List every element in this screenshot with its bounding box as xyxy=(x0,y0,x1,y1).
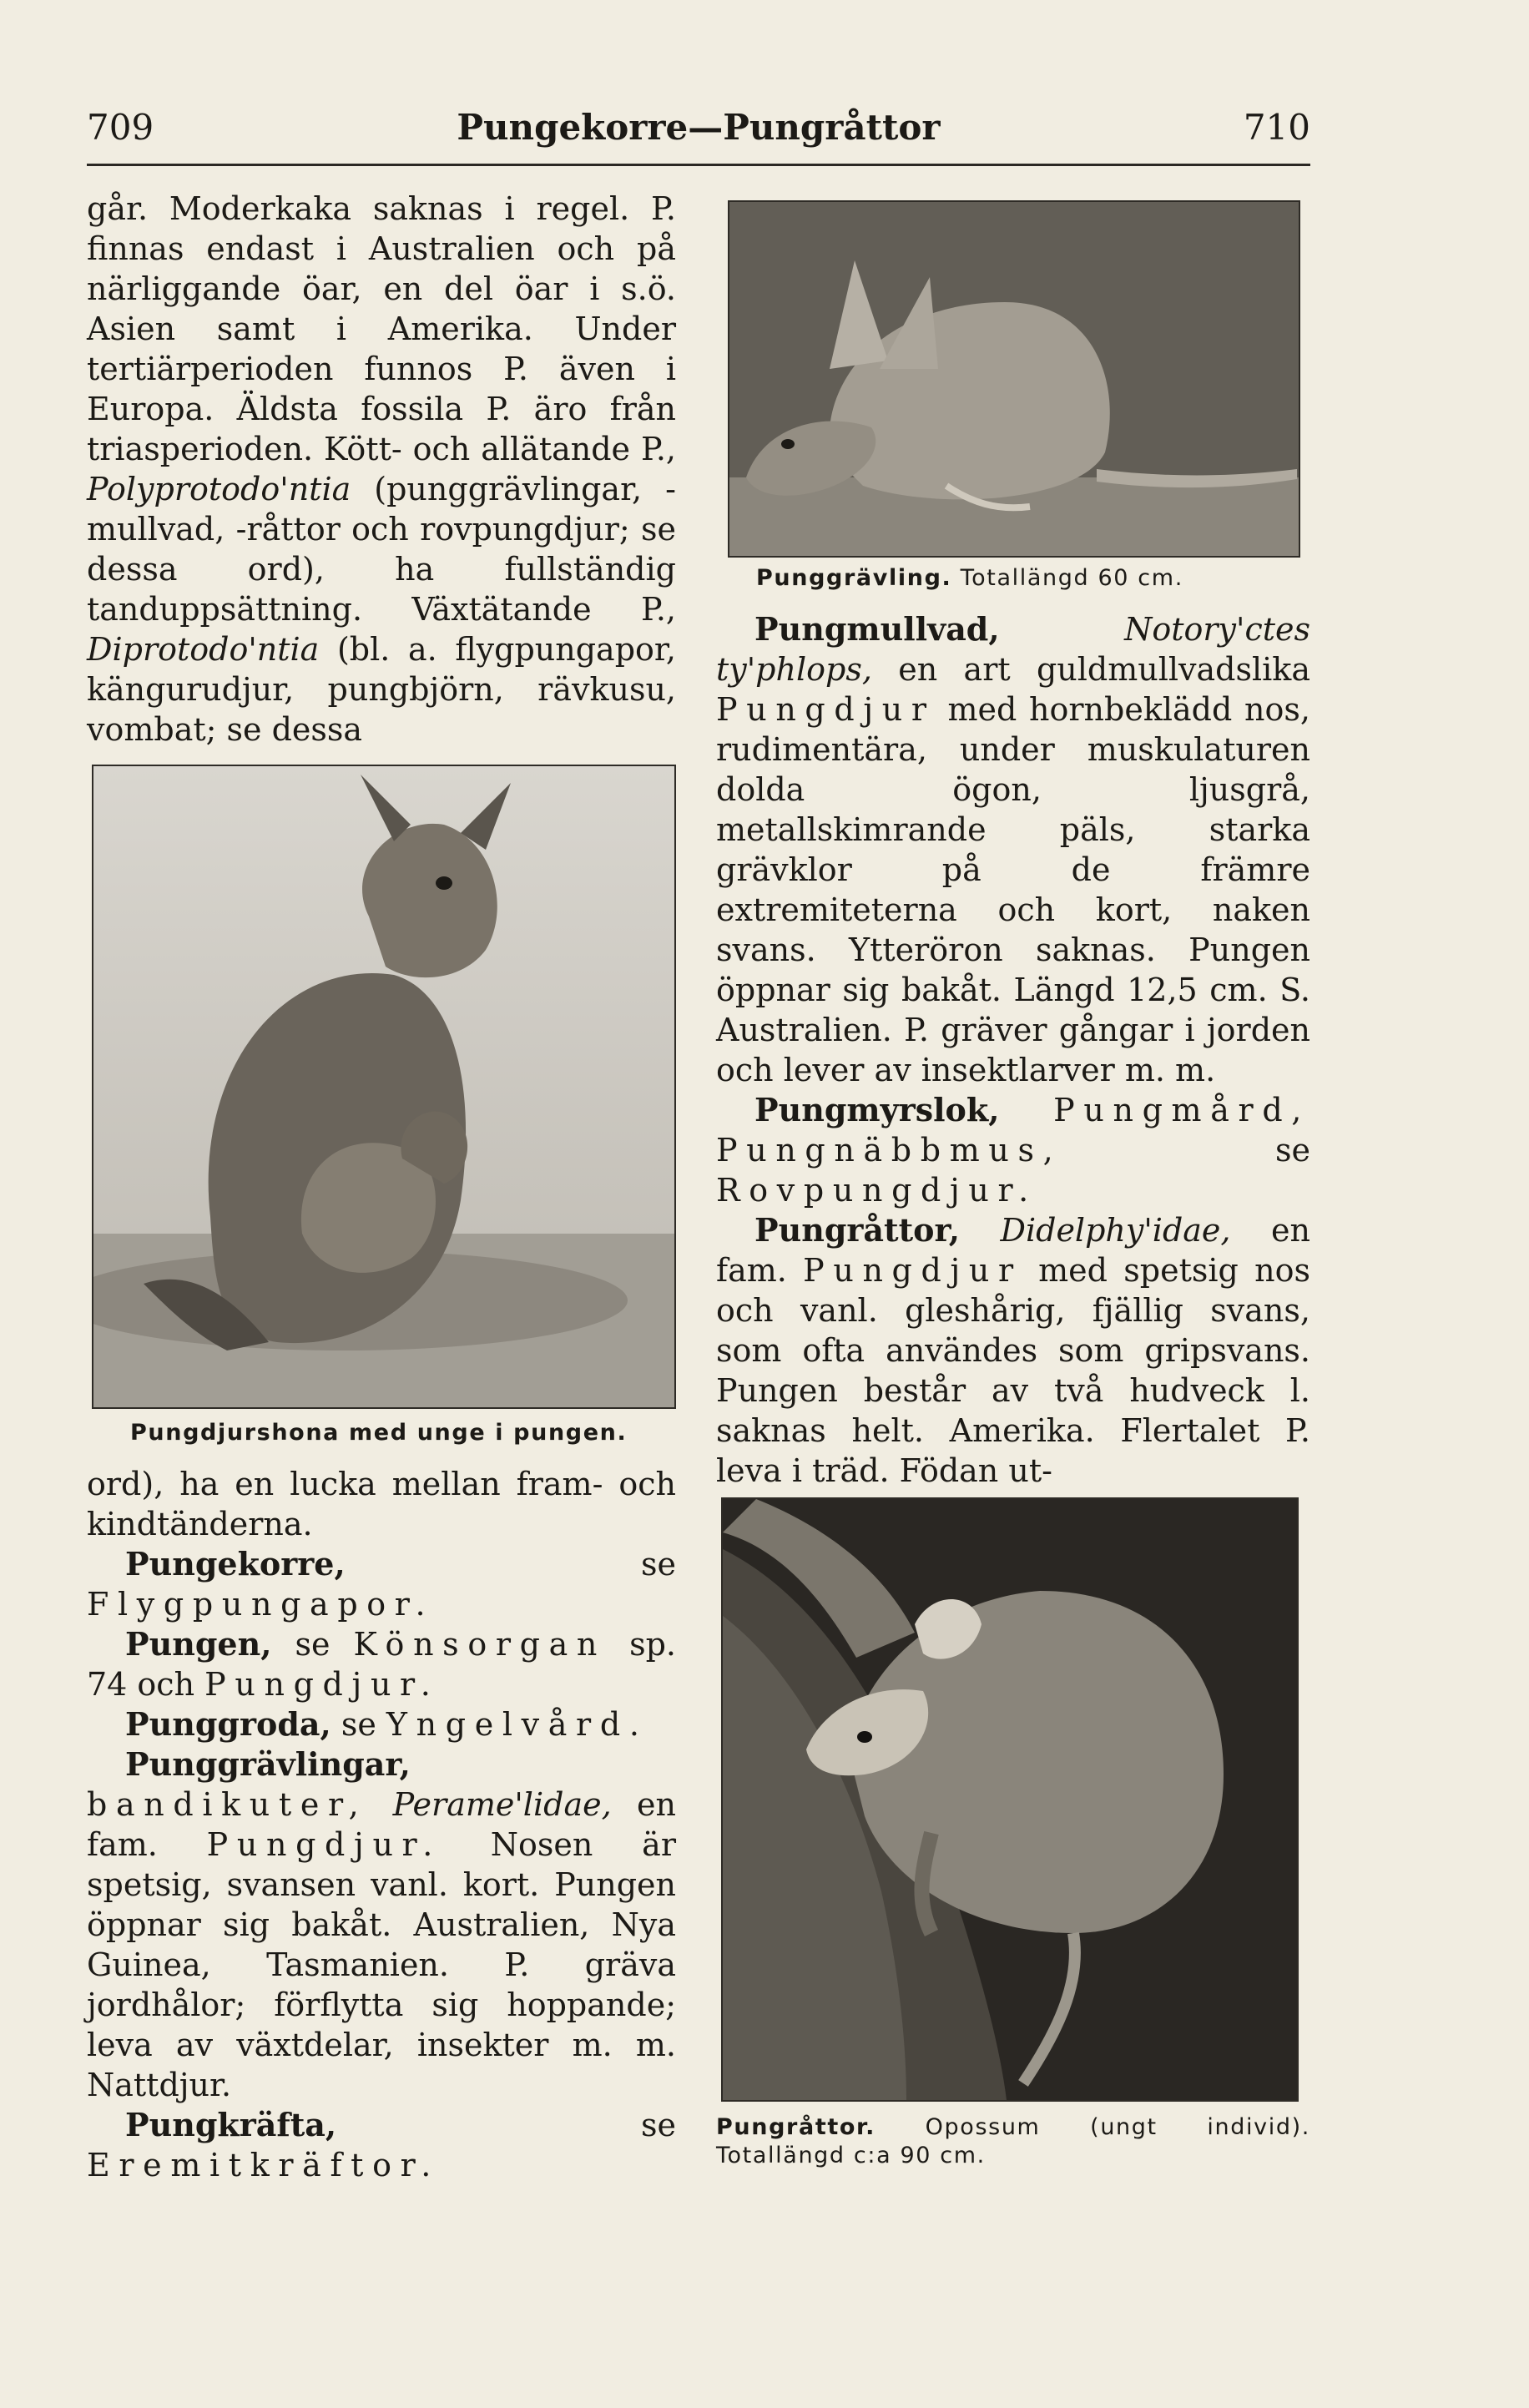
entry-pungkrafta: Pungkräfta, se Eremitkräftor. xyxy=(87,2106,676,2183)
paragraph-continuation: ord), ha en lucka mellan fram- och kindtänderna. xyxy=(87,1466,676,1542)
opossum-caption: Pungråttor. Opossum (ungt individ). Totallängd c:a 90 cm. xyxy=(716,2114,1310,2168)
entry-punggroda: Punggroda, se Yngelvård. xyxy=(125,1705,648,1743)
bandicoot-caption: Punggrävling. Totallängd 60 cm. xyxy=(756,565,1183,591)
wallaby-caption: Pungdjurshona med unge i pungen. xyxy=(130,1420,628,1446)
wallaby-illustration xyxy=(93,766,674,1407)
left-column-bottom-text xyxy=(87,1464,676,2185)
entry-pungmullvad: Pungmullvad, Notory'ctes ty'phlops, en art guldmullvadslika Pungdjur med hornbeklädd nos, rudimentära, under muskulaturen dolda ögon, ljusgrå, metallskimrande päls, starka grävklor på de främre extremiteterna och kort, naken svans. Ytteröron saknas. Pungen öppnar sig bakåt. Längd 12,5 cm. S. Australien. P. gräver gångar i jorden och lever av insektlarver m. m. xyxy=(716,610,1310,1088)
header-rule xyxy=(87,164,1310,166)
page-number-left: 709 xyxy=(87,107,154,148)
left-column-top-text xyxy=(87,189,676,750)
entry-pungen: Pungen, se Könsorgan sp. 74 och Pungdjur. xyxy=(87,1625,676,1703)
page-number-right: 710 xyxy=(1243,107,1310,148)
opossum-photo xyxy=(721,1497,1299,2102)
paragraph: går. Moderkaka saknas i regel. P. finnas endast i Australien och på närliggande öar, en del öar i s.ö. Asien samt i Amerika. Under tertiärperioden funnos P. även i Europa. Äldsta fossila P. äro från triasperioden. Kött- och allätande P., Polyprotodo'ntia (punggrävlingar, -mullvad, -råttor och rovpungdjur; se dessa ord), ha fullständig tanduppsättning. Växtätande P., Diprotodo'ntia (bl. a. flygpungapor, kängurudjur, pungbjörn, rävkusu, vombat; se dessa xyxy=(87,190,676,748)
entry-pungrattor: Pungråttor, Didelphy'idae, en fam. Pungdjur med spetsig nos och vanl. gleshårig, fjällig svans, som ofta användes som gripsvans. Pungen består av två hudveck l. saknas helt. Amerika. Flertalet P. leva i träd. Födan ut- xyxy=(716,1211,1310,1489)
bandicoot-illustration xyxy=(729,202,1299,556)
bandicoot-photo xyxy=(728,200,1300,558)
entry-punggravlingar: Punggrävlingar, bandikuter, Perame'lidae, en fam. Pungdjur. Nosen är spetsig, svansen vanl. kort. Pungen öppnar sig bakåt. Australien, Nya Guinea, Tasmanien. P. gräva jordhålor; förflytta sig hoppande; leva av växtdelar, insekter m. m. Nattdjur. xyxy=(87,1745,676,2103)
entry-pungmyrslok: Pungmyrslok, Pungmård, Pungnäbbmus, se Rovpungdjur. xyxy=(716,1091,1310,1209)
page-header xyxy=(87,107,1310,157)
right-column-text xyxy=(716,609,1310,1491)
entry-pungekorre: Pungekorre, se Flygpungapor. xyxy=(87,1545,676,1623)
opossum-illustration xyxy=(723,1499,1297,2100)
wallaby-photo xyxy=(92,765,676,1409)
running-title: Pungekorre—Pungråttor xyxy=(457,107,941,148)
